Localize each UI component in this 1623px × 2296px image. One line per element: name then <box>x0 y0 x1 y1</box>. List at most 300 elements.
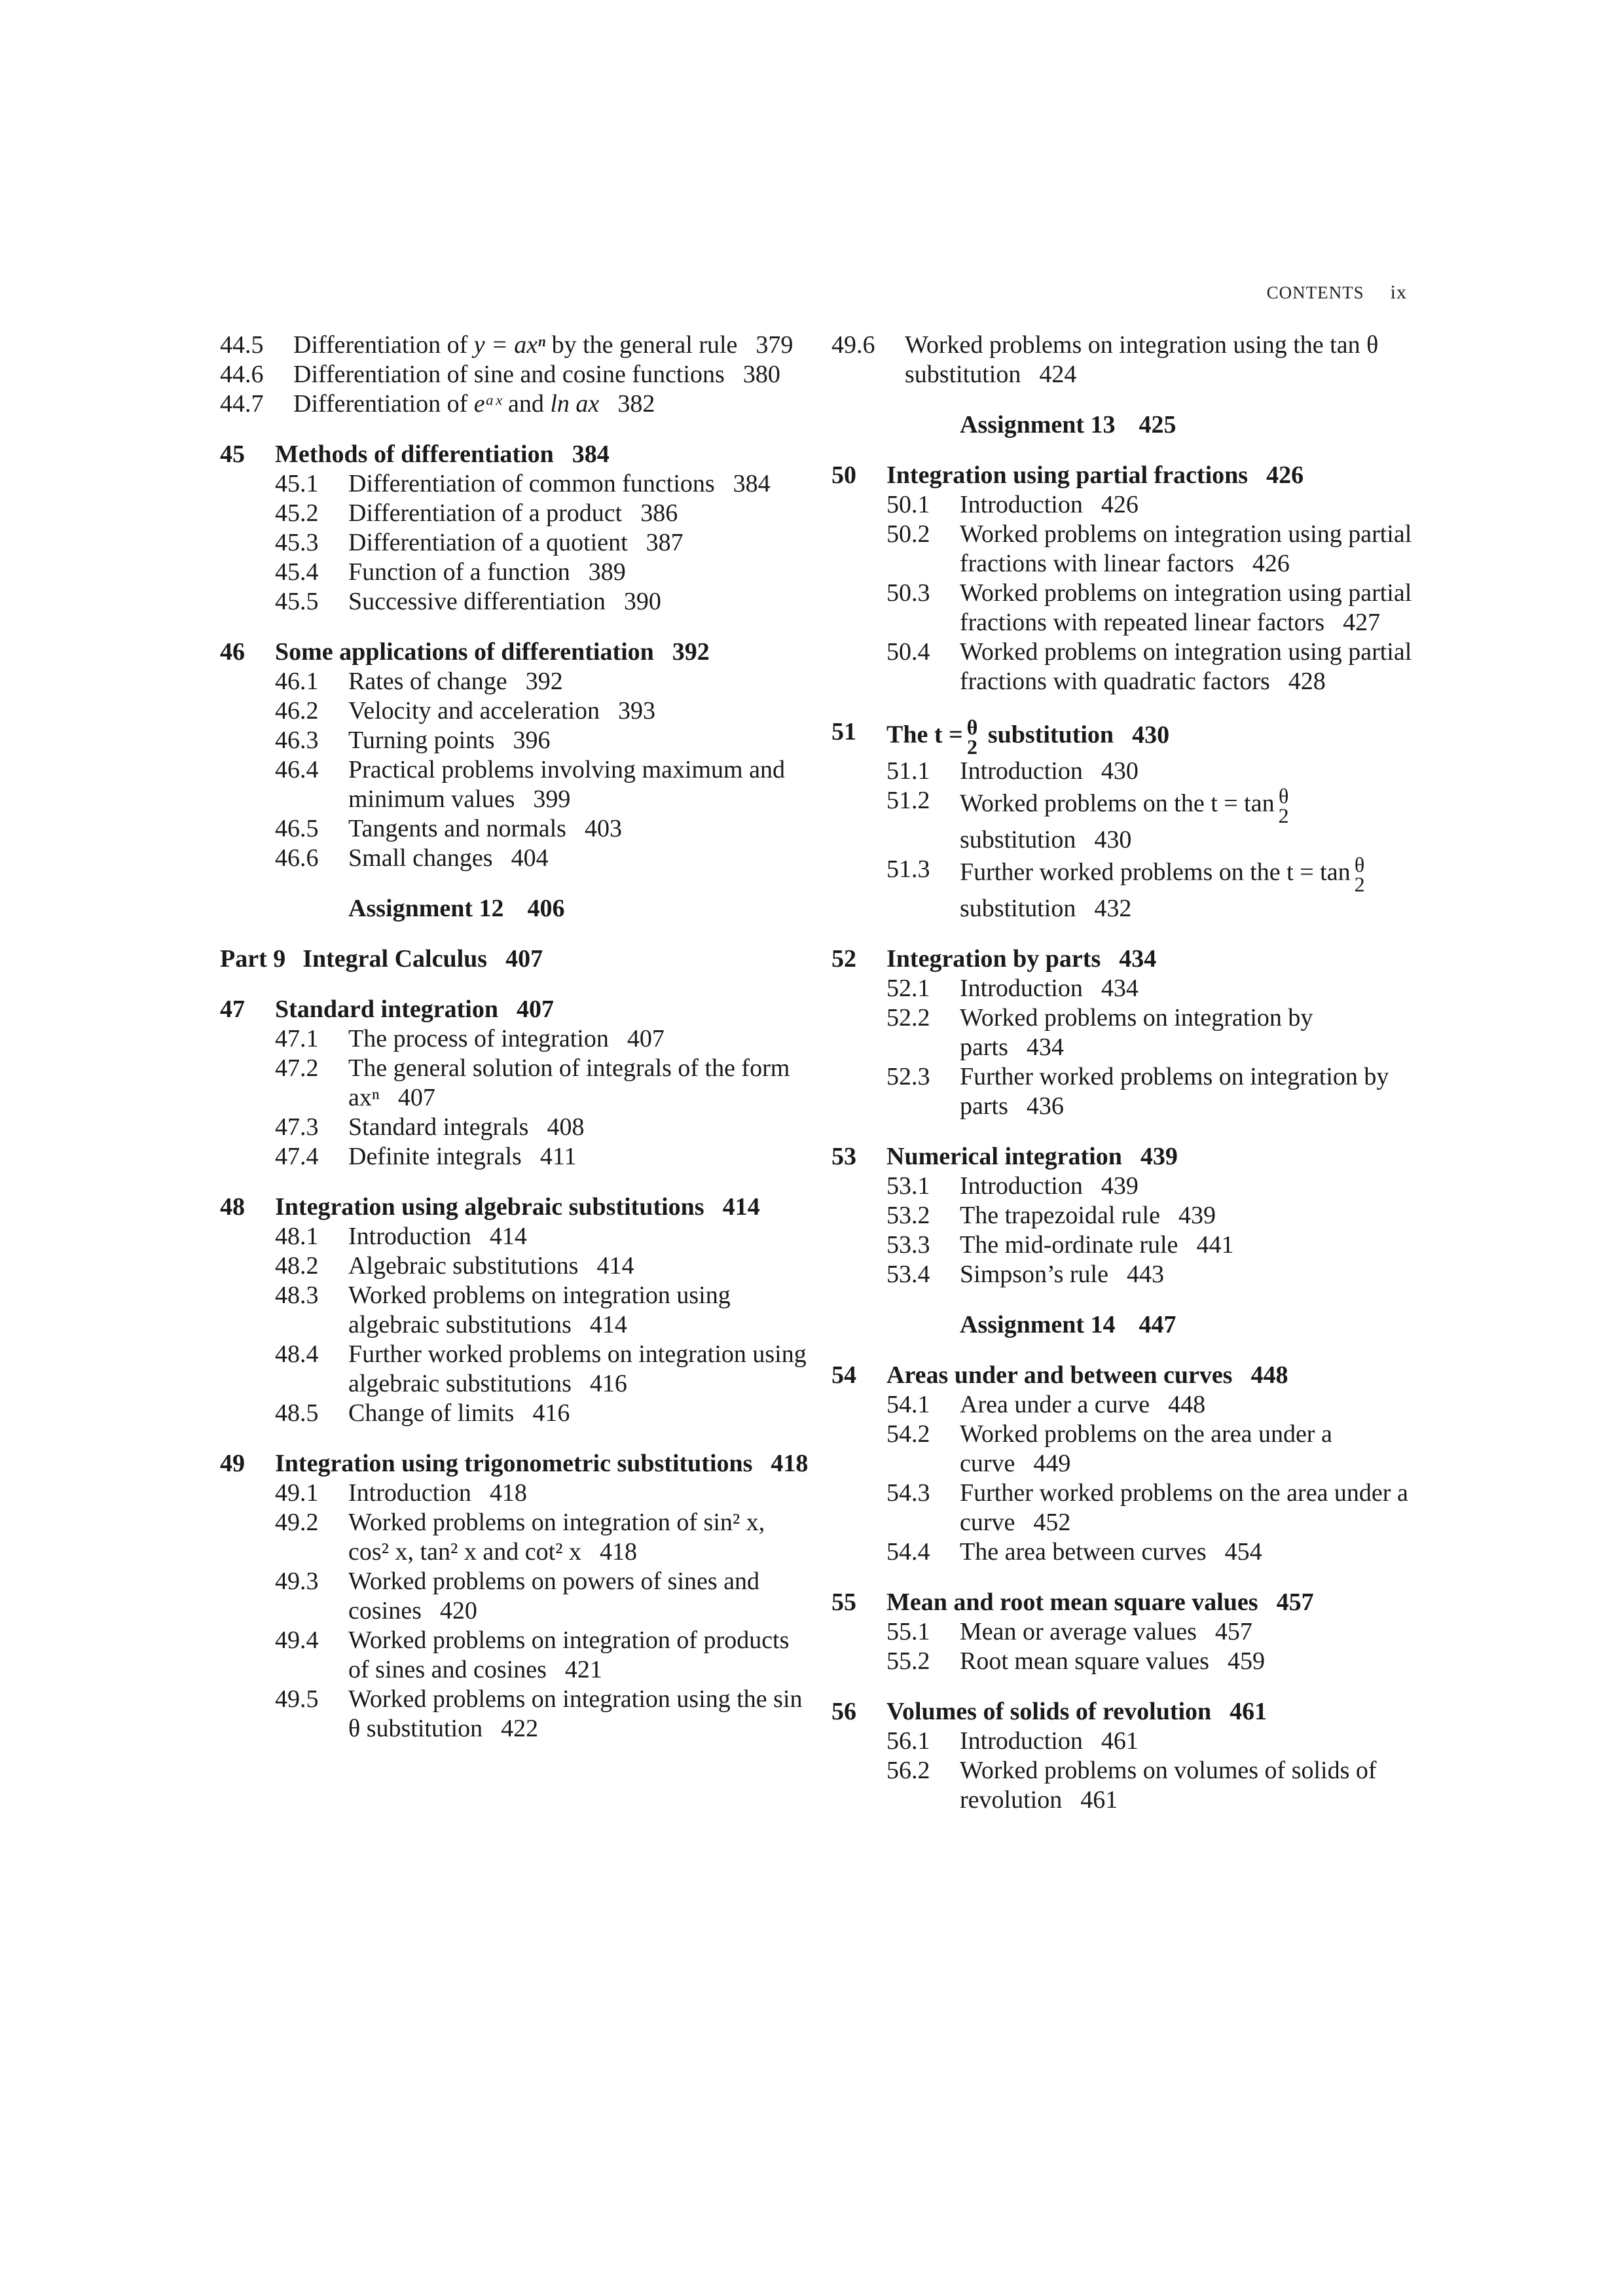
section-title <box>960 855 1414 924</box>
assignment-entry[interactable] <box>960 1310 1414 1340</box>
page-number: 449 <box>1033 1450 1071 1477</box>
toc-chapter <box>831 717 1414 924</box>
chapter-heading[interactable] <box>220 1449 809 1479</box>
section-number: 46.6 <box>275 844 319 872</box>
section-title-text: Successive differentiation <box>348 588 606 615</box>
section-number: 54.2 <box>886 1420 930 1448</box>
chapter-title <box>886 944 1414 974</box>
section-title <box>960 520 1414 579</box>
page-number: 430 <box>1132 721 1170 749</box>
section-title <box>960 579 1414 637</box>
section-title-text: Differentiation of <box>293 331 474 359</box>
section-title-text: Turning points <box>348 726 495 754</box>
section-title-text: Worked problems on integration using algebraic substitutions <box>348 1282 731 1338</box>
section-number: 49.2 <box>275 1509 319 1536</box>
toc-section-entry[interactable] <box>220 1054 809 1113</box>
section-title-text: Small changes <box>348 844 493 872</box>
page-number: 414 <box>589 1311 627 1338</box>
section-number: 53.3 <box>886 1231 930 1259</box>
part-heading[interactable] <box>220 944 809 974</box>
chapter-title <box>275 1449 809 1479</box>
toc-section-entry[interactable] <box>831 1172 1414 1201</box>
fraction <box>1279 786 1289 825</box>
toc-section-entry[interactable] <box>220 1479 809 1508</box>
section-number: 46.5 <box>275 815 319 842</box>
section-title <box>348 1142 809 1172</box>
section-title <box>348 1281 809 1340</box>
section-title <box>960 1003 1414 1062</box>
section-title <box>348 696 809 726</box>
toc-section-entry[interactable] <box>220 1508 809 1567</box>
toc-section-entry[interactable] <box>831 331 1414 389</box>
section-number: 49.1 <box>275 1479 319 1507</box>
page-number: 407 <box>627 1025 665 1052</box>
toc-section-entry[interactable] <box>831 1617 1414 1647</box>
section-title <box>348 1479 809 1508</box>
section-number: 53.1 <box>886 1172 930 1200</box>
running-head-title: CONTENTS <box>1266 283 1364 302</box>
section-number: 54.4 <box>886 1538 930 1566</box>
chapter-number: 50 <box>831 461 856 489</box>
section-title-text: Worked problems on volumes of solids of revolution <box>960 1757 1377 1814</box>
page-number: 427 <box>1343 609 1381 636</box>
section-title-text: The general solution of integrals of the form axⁿ <box>348 1054 790 1111</box>
section-number: 51.1 <box>886 757 930 785</box>
page-number: 443 <box>1126 1261 1164 1288</box>
page-number: 379 <box>756 331 793 359</box>
toc-section-entry[interactable] <box>831 1062 1414 1121</box>
fraction-numerator: θ <box>966 715 978 739</box>
section-number: 55.1 <box>886 1618 930 1645</box>
section-title-text: Root mean square values <box>960 1647 1209 1675</box>
page-number: 434 <box>1119 945 1157 973</box>
section-number: 56.1 <box>886 1727 930 1755</box>
toc-section-entry[interactable] <box>220 1222 809 1251</box>
page-number: 426 <box>1101 491 1139 518</box>
toc-section-entry[interactable] <box>831 579 1414 637</box>
section-title <box>348 587 809 617</box>
section-title <box>960 1727 1414 1756</box>
fraction-denominator: 2 <box>1278 804 1289 827</box>
section-title <box>293 389 809 419</box>
section-title-text: substitution <box>960 826 1076 853</box>
page-number: 389 <box>588 558 626 586</box>
math-expression: y = axⁿ <box>473 331 546 359</box>
page-number: 407 <box>397 1084 435 1111</box>
toc-section-entry[interactable] <box>220 814 809 844</box>
toc-section-entry[interactable] <box>220 1685 809 1744</box>
toc-section-entry[interactable] <box>220 755 809 814</box>
toc-chapter <box>220 440 809 617</box>
chapter-number: 45 <box>220 440 245 468</box>
section-title <box>348 844 809 873</box>
chapter-title <box>886 461 1414 490</box>
section-title-text: Worked problems on integration of sin² x, cos² x, tan² x and cot² x <box>348 1509 765 1566</box>
section-title <box>960 1479 1414 1537</box>
page-number: 426 <box>1266 461 1304 489</box>
section-title-text: The area between curves <box>960 1538 1207 1566</box>
assignment-entry[interactable] <box>960 410 1414 440</box>
section-number: 52.1 <box>886 975 930 1002</box>
assignment-entry[interactable] <box>348 894 809 924</box>
math-expression: eᵃˣ <box>473 390 502 418</box>
section-title <box>960 1420 1414 1479</box>
page-number: 416 <box>589 1370 627 1397</box>
page-number: 448 <box>1250 1361 1288 1389</box>
section-title <box>960 1172 1414 1201</box>
chapter-heading[interactable] <box>831 944 1414 974</box>
chapter-title-text: Methods of differentiation <box>275 440 554 468</box>
toc-section-entry[interactable] <box>220 844 809 873</box>
toc-section-entry[interactable] <box>831 1201 1414 1230</box>
section-number: 50.1 <box>886 491 930 518</box>
section-title <box>348 1399 809 1428</box>
section-title-text: Differentiation of a product <box>348 499 623 527</box>
chapter-heading[interactable] <box>831 717 1414 757</box>
chapter-number: 56 <box>831 1698 856 1725</box>
toc-right-column <box>831 331 1414 1815</box>
section-title-text: Worked problems on integration using the sin θ substitution <box>348 1685 803 1742</box>
section-title <box>960 1260 1414 1289</box>
chapter-title <box>886 717 1414 757</box>
section-title <box>960 786 1414 855</box>
section-title <box>960 974 1414 1003</box>
section-number: 54.3 <box>886 1479 930 1507</box>
toc-chapter <box>220 995 809 1172</box>
page-number: 461 <box>1101 1727 1139 1755</box>
section-title-text: Worked problems on integration by parts <box>960 1004 1313 1061</box>
section-number: 48.1 <box>275 1223 319 1250</box>
section-title <box>348 1222 809 1251</box>
section-title <box>348 755 809 814</box>
chapter-heading[interactable] <box>220 637 809 667</box>
assignment-title: Assignment 12 <box>348 895 504 922</box>
part-label: Part 9 <box>220 945 286 973</box>
toc-chapter <box>831 944 1414 1121</box>
section-number: 52.2 <box>886 1004 930 1031</box>
toc-section-entry[interactable] <box>831 1756 1414 1815</box>
toc-section-entry[interactable] <box>220 1024 809 1054</box>
section-number: 46.3 <box>275 726 319 754</box>
section-number: 45.5 <box>275 588 319 615</box>
toc-section-entry[interactable] <box>220 587 809 617</box>
section-number: 49.5 <box>275 1685 319 1713</box>
toc-section-entry[interactable] <box>220 1626 809 1685</box>
section-title-text: and <box>501 390 551 418</box>
page-number: 434 <box>1101 975 1139 1002</box>
page-number: 393 <box>618 697 656 725</box>
section-title-text: Further worked problems on integration by parts <box>960 1063 1389 1120</box>
section-number: 47.2 <box>275 1054 319 1082</box>
section-title-text: Worked problems on the area under a curve <box>960 1420 1332 1477</box>
toc-section-entry[interactable] <box>220 360 809 389</box>
section-title-text: Tangents and normals <box>348 815 566 842</box>
assignment-title: Assignment 13 <box>960 411 1116 439</box>
section-number: 53.4 <box>886 1261 930 1288</box>
section-number: 46.1 <box>275 668 319 695</box>
chapter-title-text: Integration using partial fractions <box>886 461 1249 489</box>
toc-section-entry[interactable] <box>831 1003 1414 1062</box>
section-title <box>960 1647 1414 1676</box>
page-number: 457 <box>1214 1618 1252 1645</box>
chapter-heading[interactable] <box>831 1697 1414 1727</box>
section-number: 45.3 <box>275 529 319 556</box>
page-number: 407 <box>516 996 554 1023</box>
section-title <box>348 528 809 558</box>
section-title <box>348 814 809 844</box>
chapter-heading[interactable] <box>831 1142 1414 1172</box>
section-number: 44.7 <box>220 390 264 418</box>
page-number: 421 <box>564 1656 602 1683</box>
section-title-text: Rates of change <box>348 668 507 695</box>
section-number: 48.2 <box>275 1252 319 1280</box>
page-number: 432 <box>1094 895 1132 922</box>
page-number: 403 <box>584 815 622 842</box>
page-number: ix <box>1390 281 1407 303</box>
page-number: 424 <box>1039 361 1077 388</box>
toc-section-entry[interactable] <box>831 757 1414 786</box>
chapter-title-text: Volumes of solids of revolution <box>886 1698 1212 1725</box>
page-number: 418 <box>771 1450 809 1477</box>
page-number: 392 <box>672 638 710 666</box>
toc-section-entry[interactable] <box>831 1260 1414 1289</box>
chapter-heading[interactable] <box>831 1361 1414 1390</box>
toc-section-entry[interactable] <box>220 389 809 419</box>
toc-section-entry[interactable] <box>220 469 809 499</box>
chapter-title-text: Integration using algebraic substitutions <box>275 1193 704 1221</box>
page-number: 454 <box>1224 1538 1262 1566</box>
section-number: 47.4 <box>275 1143 319 1170</box>
chapter-title-text: Integration by parts <box>886 945 1101 973</box>
chapter-number: 51 <box>831 718 856 745</box>
chapter-title-text: Standard integration <box>275 996 498 1023</box>
toc-section-entry[interactable] <box>831 637 1414 696</box>
page-number: 384 <box>733 470 771 497</box>
section-number: 45.2 <box>275 499 319 527</box>
section-number: 44.5 <box>220 331 264 359</box>
section-title <box>348 1685 809 1744</box>
section-title-text: Velocity and acceleration <box>348 697 600 725</box>
section-title-text: Further worked problems on integration using algebraic substitutions <box>348 1340 807 1397</box>
section-title-text: Introduction <box>348 1479 471 1507</box>
toc-section-entry[interactable] <box>831 1390 1414 1420</box>
section-title <box>348 558 809 587</box>
section-number: 50.3 <box>886 579 930 607</box>
chapter-title-text: Some applications of differentiation <box>275 638 654 666</box>
toc-section-entry[interactable] <box>831 1727 1414 1756</box>
section-number: 45.1 <box>275 470 319 497</box>
toc-section-entry[interactable] <box>220 331 809 360</box>
page-number: 457 <box>1276 1588 1314 1616</box>
section-number: 48.4 <box>275 1340 319 1368</box>
toc-chapter <box>220 637 809 873</box>
section-title <box>348 726 809 755</box>
chapter-heading[interactable] <box>220 995 809 1024</box>
section-title <box>960 637 1414 696</box>
section-title <box>960 1390 1414 1420</box>
section-title <box>960 1617 1414 1647</box>
toc-section-entry[interactable] <box>220 1281 809 1340</box>
section-number: 56.2 <box>886 1757 930 1784</box>
toc-chapter <box>831 1142 1414 1289</box>
page-number: 414 <box>596 1252 634 1280</box>
section-title-text: Differentiation of common functions <box>348 470 715 497</box>
chapter-title <box>275 1193 809 1222</box>
toc-section-entry[interactable] <box>831 974 1414 1003</box>
toc-section-entry[interactable] <box>220 1567 809 1626</box>
toc-section-entry[interactable] <box>831 1420 1414 1479</box>
section-title <box>348 469 809 499</box>
section-title-text: Differentiation of sine and cosine functions <box>293 361 725 388</box>
page-number: 430 <box>1101 757 1139 785</box>
section-title-text: Area under a curve <box>960 1391 1150 1418</box>
section-number: 47.3 <box>275 1113 319 1141</box>
toc-section-entry[interactable] <box>831 1479 1414 1537</box>
section-title-text: Introduction <box>960 1727 1083 1755</box>
chapter-title-text: The t = <box>886 721 963 749</box>
chapter-title-text: Numerical integration <box>886 1143 1122 1170</box>
fraction <box>967 717 978 757</box>
section-title <box>960 1230 1414 1260</box>
section-title-text: Introduction <box>960 975 1083 1002</box>
section-title <box>960 757 1414 786</box>
section-title-text: Mean or average values <box>960 1618 1197 1645</box>
section-title-text: substitution <box>960 895 1076 922</box>
chapter-title <box>275 637 809 667</box>
toc-section-entry[interactable] <box>220 1340 809 1399</box>
section-title <box>960 1537 1414 1567</box>
page-number: 386 <box>640 499 678 527</box>
section-number: 46.2 <box>275 697 319 725</box>
toc-section-entry[interactable] <box>220 726 809 755</box>
section-title <box>293 331 809 360</box>
chapter-heading[interactable] <box>831 461 1414 490</box>
page-number: 439 <box>1101 1172 1139 1200</box>
page-number: 428 <box>1288 668 1326 695</box>
toc-section-entry[interactable] <box>831 1230 1414 1260</box>
section-number: 46.4 <box>275 756 319 783</box>
chapter-heading[interactable] <box>220 440 809 469</box>
toc-section-entry[interactable] <box>831 855 1414 924</box>
toc-section-entry[interactable] <box>220 1113 809 1142</box>
toc-section-entry[interactable] <box>220 696 809 726</box>
page-number: 396 <box>513 726 551 754</box>
page-number: 392 <box>525 668 563 695</box>
running-head <box>1267 281 1407 304</box>
section-title-text: Worked problems on integration of products of sines and cosines <box>348 1626 790 1683</box>
section-title-text: Introduction <box>960 491 1083 518</box>
chapter-heading[interactable] <box>831 1588 1414 1617</box>
page-number: 461 <box>1230 1698 1267 1725</box>
chapter-number: 49 <box>220 1450 245 1477</box>
page-number: 420 <box>439 1597 477 1624</box>
section-title <box>293 360 809 389</box>
section-title-text: Algebraic substitutions <box>348 1252 579 1280</box>
toc-section-entry[interactable] <box>831 490 1414 520</box>
section-title-text: The mid-ordinate rule <box>960 1231 1178 1259</box>
page-number: 439 <box>1178 1202 1216 1229</box>
toc-section-entry[interactable] <box>831 520 1414 579</box>
section-title <box>348 1626 809 1685</box>
chapter-number: 54 <box>831 1361 856 1389</box>
toc-section-entry[interactable] <box>831 1647 1414 1676</box>
page-number: 406 <box>527 895 565 922</box>
page-number: 408 <box>547 1113 585 1141</box>
section-title-text: Worked problems on integration using partial fractions with linear factors <box>960 520 1412 577</box>
section-title-text: Introduction <box>960 1172 1083 1200</box>
toc-section-entry[interactable] <box>220 558 809 587</box>
section-number: 48.5 <box>275 1399 319 1427</box>
toc-chapter <box>220 1449 809 1744</box>
page-number: 434 <box>1026 1033 1064 1061</box>
page-number: 422 <box>501 1715 539 1742</box>
chapter-title <box>275 440 809 469</box>
chapter-title-text: substitution <box>981 721 1114 749</box>
section-title-text: Introduction <box>960 757 1083 785</box>
section-title-text: Introduction <box>348 1223 471 1250</box>
chapter-title <box>886 1588 1414 1617</box>
section-number: 50.4 <box>886 638 930 666</box>
toc-chapter <box>220 1193 809 1428</box>
chapter-title <box>886 1142 1414 1172</box>
section-title-text: Definite integrals <box>348 1143 522 1170</box>
toc-section-entry[interactable] <box>220 1142 809 1172</box>
section-title <box>348 1113 809 1142</box>
section-number: 51.2 <box>886 787 930 814</box>
section-title <box>905 331 1414 389</box>
section-title <box>348 1340 809 1399</box>
section-number: 52.3 <box>886 1063 930 1090</box>
section-title-text: Worked problems on integration using the tan θ substitution <box>905 331 1379 388</box>
page-number: 441 <box>1196 1231 1234 1259</box>
page-number: 439 <box>1140 1143 1178 1170</box>
chapter-number: 48 <box>220 1193 245 1221</box>
section-title <box>348 667 809 696</box>
page-number: 426 <box>1252 550 1290 577</box>
toc-section-entry[interactable] <box>831 1537 1414 1567</box>
page-number: 404 <box>511 844 549 872</box>
chapter-title <box>275 995 809 1024</box>
toc-chapter <box>831 1588 1414 1676</box>
page-number: 407 <box>505 945 543 973</box>
page-number: 418 <box>600 1538 638 1566</box>
toc-section-entry[interactable] <box>220 1251 809 1281</box>
toc-section-entry[interactable] <box>220 667 809 696</box>
chapter-heading[interactable] <box>220 1193 809 1222</box>
assignment-title: Assignment 14 <box>960 1311 1116 1338</box>
page-number: 380 <box>742 361 780 388</box>
section-number: 55.2 <box>886 1647 930 1675</box>
chapter-number: 47 <box>220 996 245 1023</box>
page-number: 399 <box>533 785 571 813</box>
part-title: Integral Calculus <box>302 945 488 973</box>
chapter-number: 53 <box>831 1143 856 1170</box>
toc-section-entry[interactable] <box>220 1399 809 1428</box>
fraction-numerator: θ <box>1278 784 1289 808</box>
section-title <box>348 1054 809 1113</box>
toc-section-entry[interactable] <box>220 499 809 528</box>
fraction-numerator: θ <box>1354 853 1365 876</box>
page-number: 387 <box>646 529 684 556</box>
section-title-text: Function of a function <box>348 558 570 586</box>
toc-section-entry[interactable] <box>220 528 809 558</box>
section-number: 54.1 <box>886 1391 930 1418</box>
fraction-denominator: 2 <box>967 735 977 759</box>
section-title <box>348 499 809 528</box>
page-number: 418 <box>489 1479 527 1507</box>
section-number: 49.4 <box>275 1626 319 1654</box>
toc-section-entry[interactable] <box>831 786 1414 855</box>
